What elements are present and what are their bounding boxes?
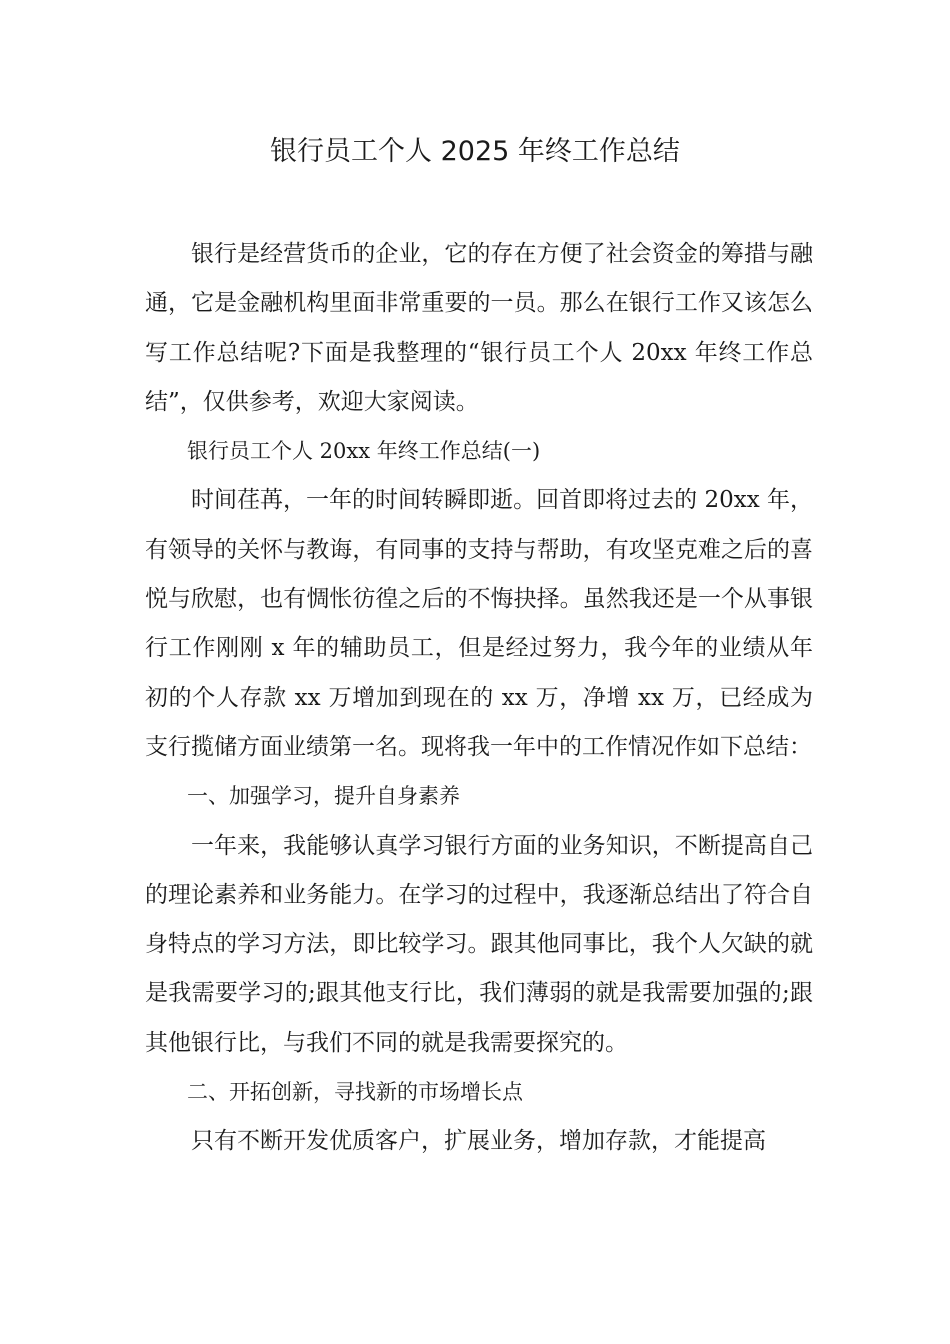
document-title: 银行员工个人 2025 年终工作总结 bbox=[270, 136, 680, 167]
section-heading-learning: 一、加强学习，提升自身素养 bbox=[187, 784, 460, 809]
section-heading-part-one: 银行员工个人 20xx 年终工作总结(一) bbox=[187, 439, 541, 464]
paragraph-learning: 一年来，我能够认真学习银行方面的业务知识，不断提高自己的理论素养和业务能力。在学习的过程中，我逐渐总结出了符合自身特点的学习方法，即比较学习。跟其他同事比，我个人欠缺的就是我需要学习的;跟其他支行比，我们薄弱的就是我需要加强的;跟其他银行比，与我们不同的就是我需要探究的。 bbox=[145, 832, 813, 1056]
paragraph-intro: 银行是经营货币的企业，它的存在方便了社会资金的筹措与融通，它是金融机构里面非常重要的一员。那么在银行工作又该怎么写工作总结呢?下面是我整理的“银行员工个人 20xx 年终工作总结”，仅供参考，欢迎大家阅读。 bbox=[145, 241, 813, 415]
section-heading-innovation: 二、开拓创新，寻找新的市场增长点 bbox=[187, 1080, 523, 1105]
document-body bbox=[145, 230, 813, 1167]
paragraph-review: 时间荏苒，一年的时间转瞬即逝。回首即将过去的 20xx 年，有领导的关怀与教诲，有同事的支持与帮助，有攻坚克难之后的喜悦与欣慰，也有惆怅彷徨之后的不悔抉择。虽然我还是一个从事银行工作刚刚 x 年的辅助员工，但是经过努力，我今年的业绩从年初的个人存款 xx 万增加到现在的 xx 万，净增 xx 万，已经成为支行揽储方面业绩第一名。现将我一年中的工作情况作如下总结： bbox=[145, 487, 813, 760]
paragraph-innovation: 只有不断开发优质客户，扩展业务，增加存款，才能提高 bbox=[191, 1128, 766, 1155]
